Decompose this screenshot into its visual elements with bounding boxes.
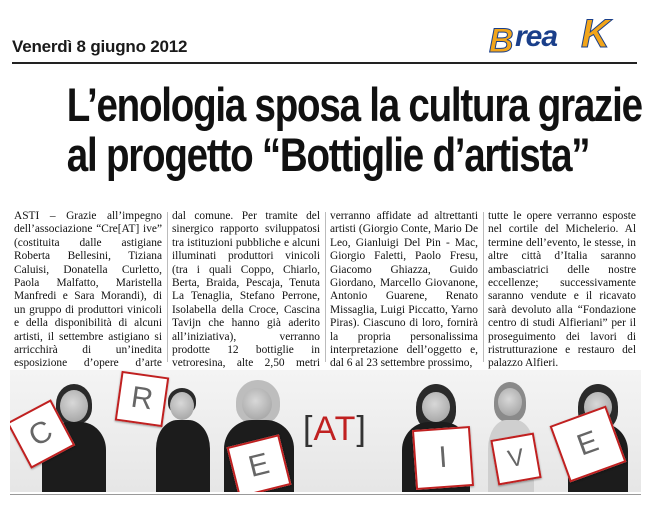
article-column-1: ASTI – Grazie all’impegno dell’associazione “Cre[AT] ive” (costituita dalle astigiane Roberta Bellesini, Tiziana Caluisi, Donatella Curletto, Paola Malfatto, Maristella Manfredi e Sara Morandi), di un gruppo di produttori vinicoli e della disponibilità di alcuni artisti, il settembre astigiano si arricchirà di un’inedita esposizione d’opere d’arte [14,210,162,370]
letter-card-e-2: E [550,406,627,483]
letter-card-v: V [490,433,541,486]
break-logo [489,8,629,60]
bracket-at: AT [313,410,357,448]
issue-date: Venerdì 8 giugno 2012 [12,37,188,56]
article-column-4: tutte le opere verranno esposte nel cortile del Michelerio. Al termine dell’evento, le stesse, in altre città d’Italia saranno ambasciatrici delle nostre eccellenze; successivamente saranno vendute e il ricavato sarà devoluto alla “Fondazione centro di studi Alfieriani” per il proseguimento dei lavori di ristrutturazione e restauro del palazzo Alfieri. [488,210,636,370]
page-bottom-rule [10,494,641,495]
group-photo [10,370,641,492]
logo-letter-b: B [489,22,514,60]
header-divider [12,62,637,64]
logo-letter-k: K [581,12,610,56]
logo-middle: rea [515,20,558,53]
bracket-open: [ [303,410,314,448]
letter-card-e: E [227,434,292,492]
letter-card-i: I [412,426,474,490]
headline-line-2: al progetto “Bottiglie d’artista” [66,128,590,181]
column-divider [483,212,484,362]
article-body [14,210,639,368]
bracket-close: ] [356,410,367,448]
article-column-3: verranno affidate ad altrettanti artisti (Giorgio Conte, Mario De Leo, Gianluigi Del Pin - Mac, Giorgio Faletti, Paolo Fresu, Giacomo Ghiazza, Guido Giordano, Marcello Giovanone, Antonio Guarene, Renato Missaglia, Luigi Piccatto, Yarno Piras). Ciascuno di loro, fornirà la propria personalissima interpretazione dell’oggetto e, dal 6 al 23 settembre prossimo, [330,210,478,370]
headline-line-1: L’enologia sposa la cultura grazie [66,78,642,131]
letter-card-c: C [10,399,75,468]
article-column-2: dal comune. Per tramite del sinergico rapporto sviluppatosi tra istituzioni pubbliche e alcuni illuminati produttori vinicoli (tra i quali Coppo, Chiarlo, Berta, Braida, Pescaja, Tenuta La Tenaglia, Stefano Perrone, Isolabella della Croce, Cascina Tavijn che hanno già aderito all’iniziativa), verranno prodotte 12 bottiglie in vetroresina, alte 2,50 metri [172,210,320,370]
letter-card-r: R [115,371,169,427]
article-headline [66,78,642,181]
column-divider [167,212,168,362]
cre-at-ive-bracket [303,410,367,449]
column-divider [325,212,326,362]
